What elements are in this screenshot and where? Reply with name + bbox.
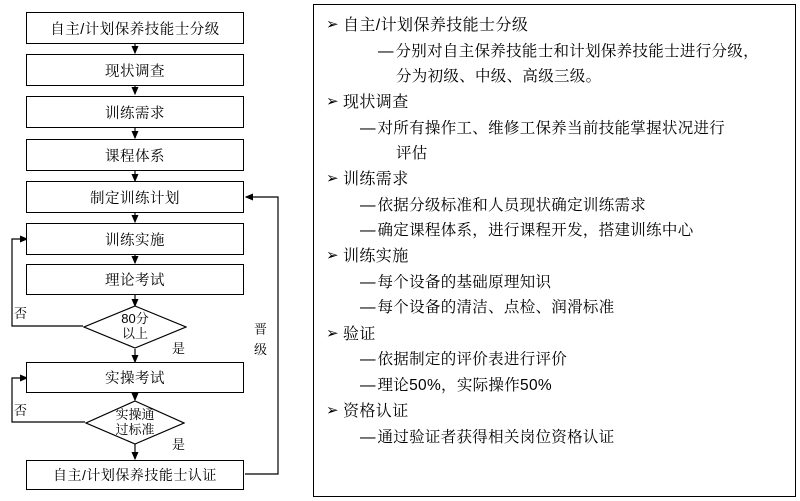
flow-node-need[interactable] — [26, 96, 244, 128]
panel-bullet-text: 每个设备的基础原理知识 — [377, 274, 552, 292]
panel-section-certification — [326, 399, 785, 450]
dash-icon: — — [360, 351, 376, 369]
panel-section-validation — [326, 322, 785, 398]
panel-bullet-item — [326, 218, 785, 243]
edge-label-yes-1 — [172, 338, 185, 357]
panel-section-title: 训练实施 — [343, 248, 409, 266]
flow-node-execute[interactable] — [26, 223, 244, 255]
flow-node-survey-label: 现状调查 — [105, 63, 165, 80]
arrow-bullet-icon: ➢ — [326, 16, 339, 33]
dash-icon: — — [360, 222, 376, 240]
panel-bullet-continuation: 评估 — [396, 145, 428, 163]
panel-bullet-item — [326, 425, 785, 450]
flow-node-certification[interactable] — [26, 460, 244, 490]
flow-node-execute-label: 训练实施 — [105, 232, 165, 249]
arrow-bullet-icon: ➢ — [326, 247, 339, 265]
dash-icon: — — [360, 274, 376, 292]
edge-label-promote — [250, 322, 269, 358]
panel-section-title: 自主/计划保养技能士分级 — [343, 17, 529, 34]
panel-section-title-row — [326, 167, 785, 193]
decision-score-line1: 80分 — [121, 311, 149, 327]
dash-icon: — — [360, 197, 376, 215]
panel-section-title: 训练需求 — [343, 171, 409, 189]
arrow-bullet-icon: ➢ — [326, 170, 339, 188]
panel-bullet-continuation: 分为初级、中级、高级三级。 — [396, 68, 602, 86]
panel-section-title-row — [326, 322, 785, 348]
flow-node-grading[interactable] — [26, 12, 244, 44]
edge-label-yes-1-text: 是 — [172, 341, 186, 356]
panel-section-title: 验证 — [343, 325, 376, 343]
edge-label-yes-2-text: 是 — [172, 437, 186, 452]
panel-bullet-item — [326, 116, 785, 141]
panel-section-grading — [326, 13, 785, 89]
flow-node-grading-label: 自主/计划保养技能士分级 — [50, 21, 220, 38]
flow-node-practice-exam-label: 实操考试 — [105, 371, 165, 387]
panel-bullet-text: 通过验证者获得相关岗位资格认证 — [377, 428, 615, 446]
panel-bullet-text: 依据分级标准和人员现状确定训练需求 — [377, 197, 647, 215]
edge-label-no-2-text: 否 — [14, 403, 28, 418]
panel-bullet-item — [326, 39, 785, 64]
panel-section-title-row — [326, 244, 785, 270]
panel-section-title-row — [326, 90, 785, 116]
panel-section-title: 资格认证 — [343, 402, 409, 420]
flow-node-theory-exam[interactable] — [26, 264, 244, 295]
panel-section-need — [326, 167, 785, 243]
edge-label-yes-2 — [172, 434, 185, 453]
dash-icon: — — [360, 120, 376, 138]
arrow-bullet-icon: ➢ — [326, 401, 339, 419]
edge-label-no-1 — [14, 303, 27, 322]
dash-icon: — — [378, 42, 394, 60]
flow-node-theory-exam-label: 理论考试 — [105, 273, 165, 289]
panel-section-survey — [326, 90, 785, 166]
flowchart — [0, 0, 300, 501]
decision-pass-line2: 过标准 — [115, 421, 155, 437]
flow-node-plan-label: 制定训练计划 — [90, 190, 180, 207]
panel-bullet-text: 每个设备的清洁、点检、润滑标准 — [377, 299, 615, 317]
decision-pass-line1: 实操通 — [115, 406, 155, 422]
panel-bullet-item — [326, 270, 785, 295]
edge-label-promote-text: 晋 级 — [252, 322, 267, 358]
dash-icon: — — [360, 299, 376, 317]
decision-score-line2: 以上 — [121, 326, 148, 341]
panel-bullet-text: 分别对自主保养技能士和计划保养技能士进行分级， — [395, 42, 759, 60]
panel-bullet-item — [326, 295, 785, 320]
arrow-bullet-icon: ➢ — [326, 93, 339, 111]
flow-decision-pass[interactable] — [85, 400, 185, 445]
panel-bullet-text: 对所有操作工、维修工保养当前技能掌握状况进行 — [377, 120, 726, 138]
panel-section-title: 现状调查 — [343, 94, 409, 112]
panel-bullet-item — [326, 373, 785, 398]
flow-node-curriculum-label: 课程体系 — [105, 148, 165, 165]
panel-section-title-row — [326, 399, 785, 425]
detail-panel — [313, 4, 796, 497]
panel-bullet-item — [326, 347, 785, 372]
panel-bullet-text: 理论50%，实际操作50% — [377, 376, 552, 394]
diamond-shape-pass — [85, 400, 185, 445]
panel-section-title-row — [326, 13, 785, 39]
panel-bullet-text: 依据制定的评价表进行评价 — [377, 351, 568, 369]
flow-node-certification-label: 自主/计划保养技能士认证 — [53, 467, 217, 483]
panel-bullet-text: 确定课程体系，进行课程开发，搭建训练中心 — [377, 222, 694, 240]
flow-node-curriculum[interactable] — [26, 139, 244, 171]
flow-node-need-label: 训练需求 — [105, 105, 165, 122]
flow-node-plan[interactable] — [26, 181, 244, 213]
edge-label-no-1-text: 否 — [14, 306, 28, 321]
flow-node-survey[interactable] — [26, 54, 244, 86]
dash-icon: — — [360, 428, 376, 446]
arrow-bullet-icon: ➢ — [326, 324, 339, 342]
flow-node-practice-exam[interactable] — [26, 362, 244, 393]
dash-icon: — — [360, 376, 376, 394]
edge-label-no-2 — [14, 400, 27, 419]
panel-section-execute — [326, 244, 785, 320]
panel-bullet-item — [326, 193, 785, 218]
